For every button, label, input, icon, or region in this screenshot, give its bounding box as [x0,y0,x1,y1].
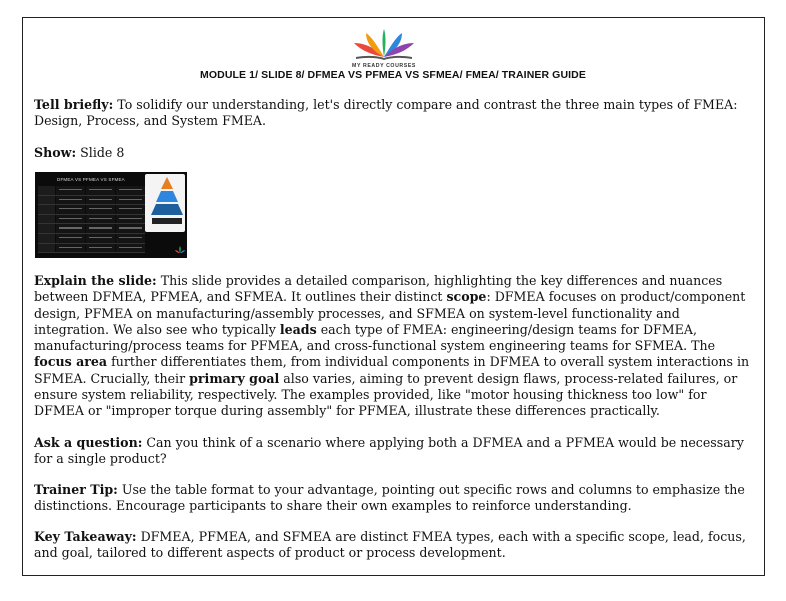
trainer-tip-label: Trainer Tip: [34,482,118,497]
tell-briefly-label: Tell briefly: [34,97,114,112]
key-takeaway-label: Key Takeaway: [34,529,137,544]
ask-question-label: Ask a question: [34,435,143,450]
explain-paragraph: Explain the slide: This slide provides a detailed comparison, highlighting the key differences and nuances between DFMEA, PFMEA, and SFMEA. It outlines their distinct scope: DFMEA focuses on product/component design, PFMEA on manufacturing/assembly processes, and SFMEA on system-level functionality and integration. We also see who typically leads each type of FMEA: engineering/design teams for DFMEA, manufacturing/process teams for PFMEA, and cross-functional system engineering teams for SFMEA. The focus area further differentiates them, from individual components in DFMEA to overall system interactions in SFMEA. Crucially, their primary goal also varies, aiming to prevent design flaws, process-related failures, or ensure system reliability, respectively. The examples provided, like "motor housing thickness too low" for DFMEA or "improper torque during assembly" for PFMEA, illustrate these differences practically. [34,273,750,419]
keyword-primary-goal: primary goal [189,370,280,386]
key-takeaway-text: DFMEA, PFMEA, and SFMEA are distinct FMEA types, each with a specific scope, lead, focus, and goal, tailored to different aspects of product or process development. [34,529,746,561]
trainer-tip-paragraph [34,482,754,515]
ask-question-text: Can you think of a scenario where applying both a DFMEA and a PFMEA would be necessary for a single product? [34,435,744,467]
explain-label: Explain the slide: [34,273,157,288]
my-ready-courses-logo [336,27,432,69]
show-label: Show: [34,145,77,160]
slide-thumbnail-pyramid [149,175,185,227]
show-paragraph [34,145,754,161]
logo-text: MY READY COURSES [352,63,416,69]
page-header: MODULE 1/ SLIDE 8/ DFMEA VS PFMEA VS SFMEA/ FMEA/ TRAINER GUIDE [200,69,586,81]
tell-briefly-text: To solidify our understanding, let's directly compare and contrast the three main types of FMEA: Design, Process, and System FMEA. [34,97,738,129]
show-text: Slide 8 [76,145,125,160]
keyword-leads: leads [279,321,317,337]
slide-thumbnail [35,172,187,258]
slide-thumbnail-logo-icon [175,246,185,254]
ask-question-paragraph [34,435,754,468]
slide-thumbnail-table [38,186,145,253]
keyword-focus-area: focus area [34,354,108,370]
key-takeaway-paragraph [34,529,754,562]
tell-briefly-paragraph [34,97,754,130]
slide-thumbnail-title: DFMEA VS PFMEA VS SFMEA [57,177,125,182]
keyword-scope: scope [446,289,487,305]
trainer-tip-text: Use the table format to your advantage, pointing out specific rows and columns to emphasize the distinctions. Encourage participants to share their own examples to reinforce understanding. [34,482,745,514]
